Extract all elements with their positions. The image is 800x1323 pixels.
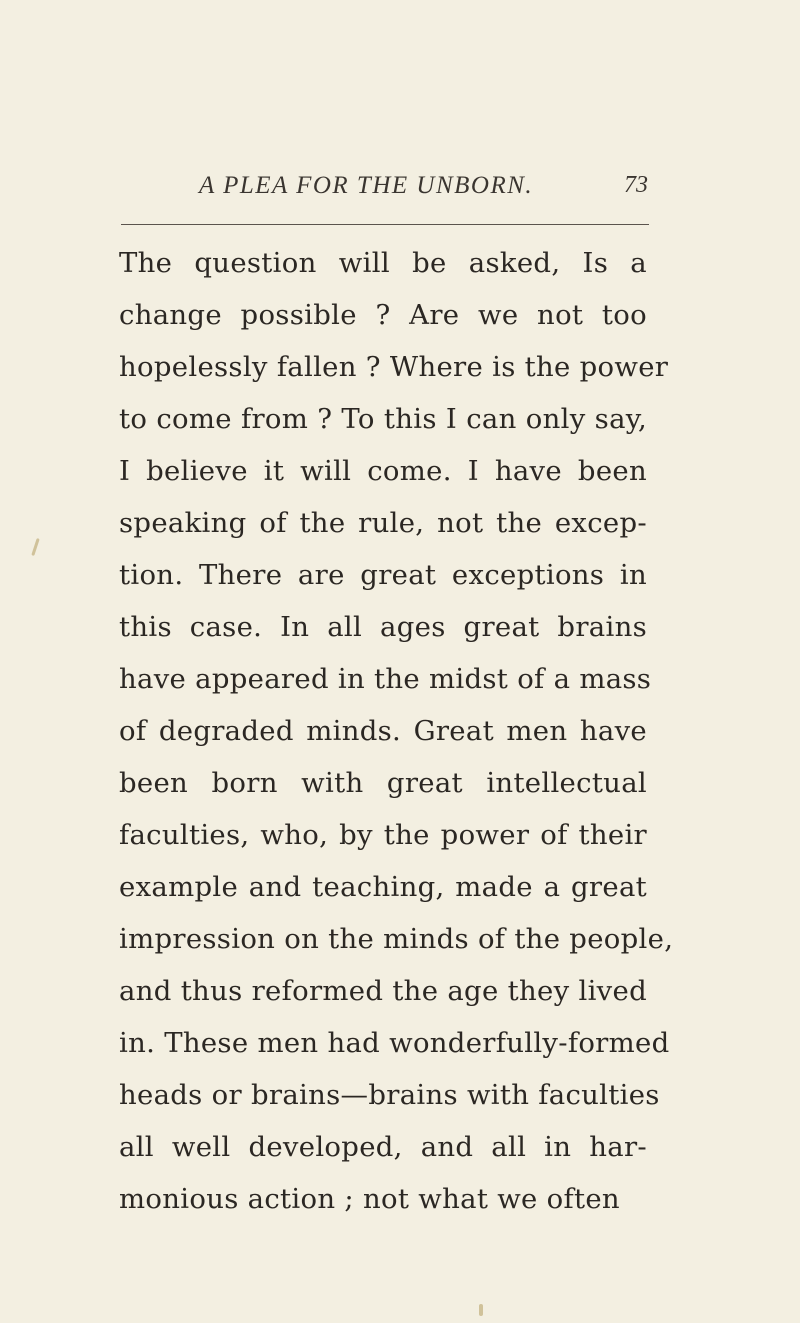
text-line: change possible ? Are we not too: [119, 299, 647, 331]
text-line: monious action ; not what we often: [119, 1183, 620, 1215]
text-line: this case. In all ages great brains: [119, 611, 647, 643]
text-line: to come from ? To this I can only say,: [119, 403, 647, 435]
text-line: have appeared in the midst of a mass: [119, 663, 652, 695]
paper-blemish: [479, 1304, 483, 1316]
text-line: heads or brains—brains with faculties: [119, 1079, 660, 1111]
running-head: [120, 172, 648, 208]
text-line: been born with great intellectual: [119, 767, 647, 799]
text-line: speaking of the rule, not the excep-: [119, 507, 647, 539]
paper-blemish: [31, 538, 39, 556]
text-line: tion. There are great exceptions in: [119, 559, 647, 591]
text-line: all well developed, and all in har-: [119, 1131, 647, 1163]
text-line: faculties, who, by the power of their: [119, 819, 647, 851]
text-line: and thus reformed the age they lived: [119, 975, 647, 1007]
text-line: example and teaching, made a great: [119, 871, 647, 903]
running-title: A PLEA FOR THE UNBORN.: [199, 172, 534, 199]
page-number: 73: [624, 172, 648, 198]
header-rule: [121, 224, 649, 225]
text-line: The question will be asked, Is a: [119, 247, 647, 279]
text-line: I believe it will come. I have been: [119, 455, 647, 487]
body-text: [119, 237, 674, 1225]
text-line: impression on the minds of the people,: [119, 923, 674, 955]
text-line: hopelessly fallen ? Where is the power: [119, 351, 669, 383]
text-line: in. These men had wonderfully-formed: [119, 1027, 670, 1059]
text-line: of degraded minds. Great men have: [119, 715, 647, 747]
